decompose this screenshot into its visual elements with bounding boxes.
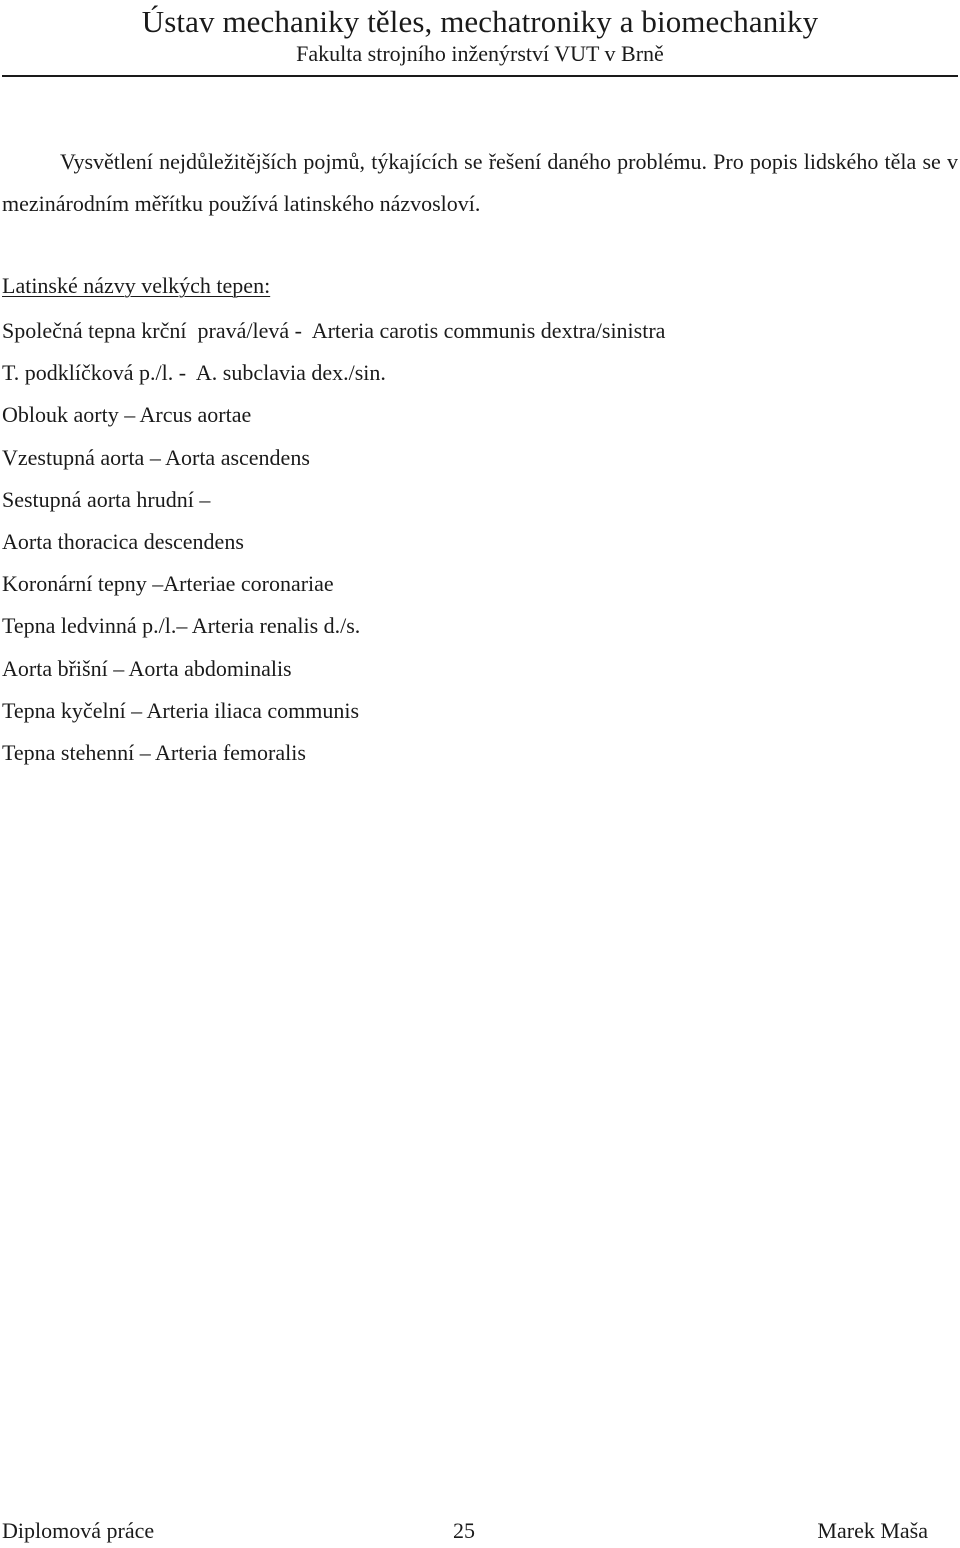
term-line: Vzestupná aorta – Aorta ascendens xyxy=(2,444,310,470)
header-divider xyxy=(2,75,958,77)
term-line: Koronární tepny –Arteriae coronariae xyxy=(2,571,334,597)
term-line: T. podklíčková p./l. - A. subclavia dex./sin. xyxy=(2,360,386,386)
faculty-subtitle: Fakulta strojního inženýrství VUT v Brně xyxy=(296,41,664,66)
term-line: Aorta břišní – Aorta abdominalis xyxy=(2,655,292,681)
footer-author: Marek Maša xyxy=(817,1518,928,1543)
footer-document-type: Diplomová práce xyxy=(2,1518,155,1543)
term-line: Aorta thoracica descendens xyxy=(2,528,244,554)
page-footer xyxy=(2,1514,928,1548)
term-line: Oblouk aorty – Arcus aortae xyxy=(2,402,252,428)
intro-text: Vysvětlení nejdůležitějších pojmů, týkajících se řešení daného problému. Pro popis lidského těla se v mezinárodním měřítku používá latinského názvosloví. xyxy=(2,149,958,216)
section-heading: Latinské názvy velkých tepen: xyxy=(2,273,271,298)
page-number: 25 xyxy=(453,1518,475,1543)
term-line: Tepna stehenní – Arteria femoralis xyxy=(2,739,306,765)
institute-title: Ústav mechaniky těles, mechatroniky a biomechaniky xyxy=(141,4,819,39)
intro-paragraph xyxy=(2,141,958,225)
term-line: Tepna ledvinná p./l.– Arteria renalis d./s. xyxy=(2,613,361,639)
term-line: Společná tepna krční pravá/levá - Arteria carotis communis dextra/sinistra xyxy=(2,318,666,343)
term-line: Sestupná aorta hrudní – xyxy=(2,486,211,512)
artery-term-list xyxy=(2,310,958,774)
term-line: Tepna kyčelní – Arteria iliaca communis xyxy=(2,697,360,723)
